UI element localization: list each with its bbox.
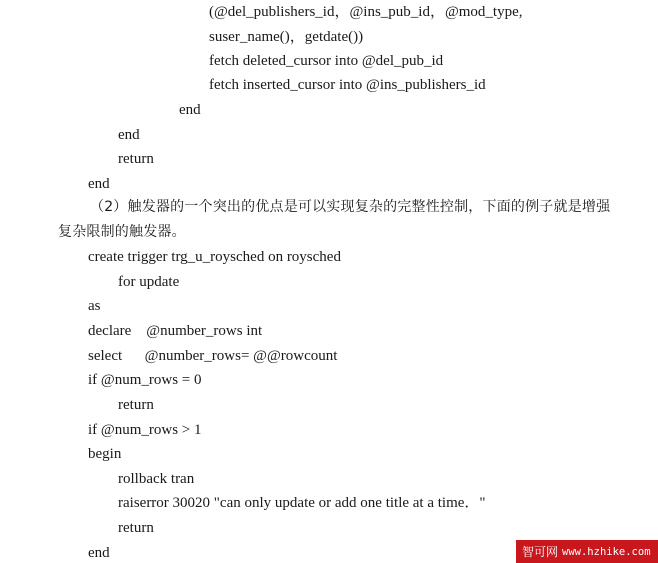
code-line: for update — [118, 274, 180, 290]
code-line: end — [88, 545, 110, 561]
code-line: select @number_rows= @@rowcount — [88, 348, 338, 364]
paragraph-line: （2）触发器的一个突出的优点是可以实现复杂的完整性控制，下面的例子就是增强 — [90, 199, 611, 215]
code-line: as — [88, 298, 101, 314]
code-line: raiserror 30020 "can only update or add one title at a time．" — [118, 495, 486, 511]
code-line: if @num_rows > 1 — [88, 422, 202, 438]
code-line: fetch deleted_cursor into @del_pub_id — [209, 53, 444, 69]
code-line: (@del_publishers_id，@ins_pub_id，@mod_type, — [209, 4, 523, 20]
code-line: if @num_rows = 0 — [88, 372, 202, 388]
code-line: end — [179, 102, 201, 118]
site-watermark[interactable] — [516, 540, 658, 563]
code-line: rollback tran — [118, 471, 195, 487]
code-line: return — [118, 151, 154, 167]
code-line: fetch inserted_cursor into @ins_publishers_id — [209, 77, 486, 93]
code-line: end — [118, 127, 140, 143]
code-line: begin — [88, 446, 122, 462]
code-line: create trigger trg_u_roysched on roysched — [88, 249, 341, 265]
code-line: return — [118, 397, 154, 413]
code-line: declare @number_rows int — [88, 323, 263, 339]
code-line: suser_name()，getdate()) — [209, 29, 364, 45]
code-line: return — [118, 520, 154, 536]
watermark-url: www.hzhike.com — [562, 545, 651, 558]
code-line: end — [88, 176, 110, 192]
paragraph-line: 复杂限制的触发器。 — [58, 224, 186, 240]
watermark-brand: 智可网 — [522, 545, 559, 559]
